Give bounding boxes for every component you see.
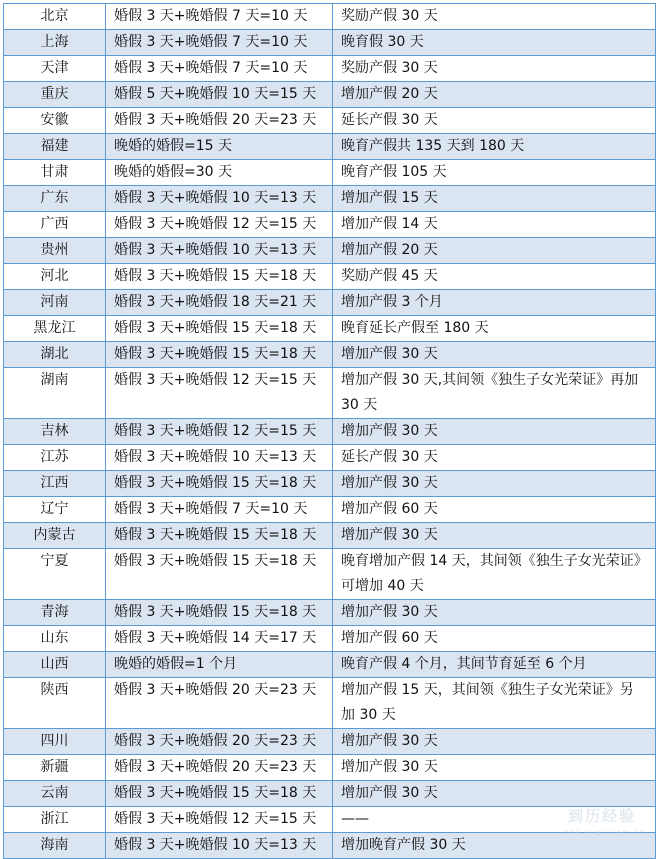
marriage-leave-cell: 婚假 3 天+晚婚假 20 天=23 天	[106, 678, 333, 729]
maternity-leave-cell: 增加产假 30 天	[333, 471, 656, 497]
table-row	[4, 781, 656, 807]
marriage-leave-cell: 婚假 3 天+晚婚假 20 天=23 天	[106, 729, 333, 755]
region-cell: 江西	[4, 471, 106, 497]
region-cell: 河北	[4, 264, 106, 290]
marriage-leave-cell: 婚假 3 天+晚婚假 15 天=18 天	[106, 264, 333, 290]
marriage-leave-cell: 婚假 3 天+晚婚假 10 天=13 天	[106, 238, 333, 264]
maternity-leave-cell: 晚育增加产假 14 天，其间领《独生子女光荣证》可增加 40 天	[333, 549, 656, 600]
region-cell: 湖北	[4, 342, 106, 368]
maternity-leave-cell: 增加产假 30 天	[333, 600, 656, 626]
maternity-leave-cell: 晚育产假共 135 天到 180 天	[333, 134, 656, 160]
region-cell: 重庆	[4, 82, 106, 108]
table-row	[4, 445, 656, 471]
region-cell: 河南	[4, 290, 106, 316]
maternity-leave-cell: 增加产假 30 天,其间领《独生子女光荣证》再加 30 天	[333, 368, 656, 419]
region-cell: 湖南	[4, 368, 106, 419]
region-cell: 黑龙江	[4, 316, 106, 342]
marriage-leave-cell: 婚假 3 天+晚婚假 10 天=13 天	[106, 445, 333, 471]
region-cell: 云南	[4, 781, 106, 807]
watermark-main-text: 到历经验	[567, 807, 636, 825]
table-body	[4, 4, 656, 859]
region-cell: 陕西	[4, 678, 106, 729]
region-cell: 江苏	[4, 445, 106, 471]
table-row	[4, 419, 656, 445]
marriage-leave-cell: 婚假 3 天+晚婚假 10 天=13 天	[106, 186, 333, 212]
table-row	[4, 729, 656, 755]
table-row	[4, 807, 656, 833]
marriage-leave-cell: 婚假 3 天+晚婚假 12 天=15 天	[106, 368, 333, 419]
maternity-leave-cell: 增加产假 60 天	[333, 626, 656, 652]
marriage-leave-cell: 婚假 3 天+晚婚假 15 天=18 天	[106, 600, 333, 626]
maternity-leave-cell: 增加产假 30 天	[333, 729, 656, 755]
marriage-leave-cell: 晚婚的婚假=1 个月	[106, 652, 333, 678]
marriage-leave-cell: 婚假 3 天+晚婚假 12 天=15 天	[106, 212, 333, 238]
maternity-leave-cell: 奖励产假 30 天	[333, 4, 656, 30]
maternity-leave-cell: 增加产假 3 个月	[333, 290, 656, 316]
table-row	[4, 600, 656, 626]
maternity-leave-cell: 增加产假 14 天	[333, 212, 656, 238]
region-cell: 浙江	[4, 807, 106, 833]
marriage-leave-cell: 婚假 3 天+晚婚假 7 天=10 天	[106, 497, 333, 523]
marriage-leave-cell: 婚假 3 天+晚婚假 7 天=10 天	[106, 4, 333, 30]
region-cell: 宁夏	[4, 549, 106, 600]
marriage-leave-cell: 婚假 3 天+晚婚假 15 天=18 天	[106, 471, 333, 497]
leave-policy-table	[3, 3, 656, 859]
maternity-leave-cell: 奖励产假 45 天	[333, 264, 656, 290]
maternity-leave-cell: 增加产假 60 天	[333, 497, 656, 523]
marriage-leave-cell: 婚假 3 天+晚婚假 7 天=10 天	[106, 56, 333, 82]
maternity-leave-cell: 增加产假 20 天	[333, 238, 656, 264]
maternity-leave-cell: ——	[333, 807, 656, 833]
table-row	[4, 755, 656, 781]
marriage-leave-cell: 晚婚的婚假=30 天	[106, 160, 333, 186]
marriage-leave-cell: 婚假 3 天+晚婚假 14 天=17 天	[106, 626, 333, 652]
region-cell: 甘肃	[4, 160, 106, 186]
maternity-leave-cell: 晚育延长产假至 180 天	[333, 316, 656, 342]
region-cell: 辽宁	[4, 497, 106, 523]
maternity-leave-cell: 增加产假 20 天	[333, 82, 656, 108]
region-cell: 吉林	[4, 419, 106, 445]
region-cell: 福建	[4, 134, 106, 160]
maternity-leave-cell: 增加产假 15 天	[333, 186, 656, 212]
marriage-leave-cell: 婚假 3 天+晚婚假 7 天=10 天	[106, 30, 333, 56]
region-cell: 安徽	[4, 108, 106, 134]
table-row	[4, 497, 656, 523]
table-row	[4, 30, 656, 56]
maternity-leave-cell: 晚育产假 4 个月，其间节育延至 6 个月	[333, 652, 656, 678]
region-cell: 上海	[4, 30, 106, 56]
region-cell: 四川	[4, 729, 106, 755]
marriage-leave-cell: 婚假 3 天+晚婚假 10 天=13 天	[106, 833, 333, 859]
marriage-leave-cell: 婚假 3 天+晚婚假 15 天=18 天	[106, 549, 333, 600]
marriage-leave-cell: 婚假 3 天+晚婚假 15 天=18 天	[106, 342, 333, 368]
marriage-leave-cell: 晚婚的婚假=15 天	[106, 134, 333, 160]
table-row	[4, 471, 656, 497]
table-row	[4, 134, 656, 160]
maternity-leave-cell: 晚育假 30 天	[333, 30, 656, 56]
table-row	[4, 342, 656, 368]
marriage-leave-cell: 婚假 3 天+晚婚假 20 天=23 天	[106, 108, 333, 134]
table-row	[4, 108, 656, 134]
table-row	[4, 4, 656, 30]
maternity-leave-cell: 延长产假 30 天	[333, 108, 656, 134]
table-row	[4, 82, 656, 108]
marriage-leave-cell: 婚假 3 天+晚婚假 20 天=23 天	[106, 755, 333, 781]
table-row	[4, 264, 656, 290]
table-row	[4, 212, 656, 238]
marriage-leave-cell: 婚假 3 天+晚婚假 12 天=15 天	[106, 807, 333, 833]
maternity-leave-cell: 延长产假 30 天	[333, 445, 656, 471]
marriage-leave-cell: 婚假 3 天+晚婚假 12 天=15 天	[106, 419, 333, 445]
table-row	[4, 678, 656, 729]
maternity-leave-cell: 增加产假 30 天	[333, 755, 656, 781]
maternity-leave-cell: 奖励产假 30 天	[333, 56, 656, 82]
maternity-leave-cell: 增加产假 30 天	[333, 781, 656, 807]
table-row	[4, 238, 656, 264]
region-cell: 山东	[4, 626, 106, 652]
table-row	[4, 626, 656, 652]
maternity-leave-cell: 增加产假 30 天	[333, 523, 656, 549]
region-cell: 广西	[4, 212, 106, 238]
region-cell: 内蒙古	[4, 523, 106, 549]
table-row	[4, 290, 656, 316]
region-cell: 海南	[4, 833, 106, 859]
table-row	[4, 833, 656, 859]
marriage-leave-cell: 婚假 3 天+晚婚假 18 天=21 天	[106, 290, 333, 316]
region-cell: 广东	[4, 186, 106, 212]
region-cell: 山西	[4, 652, 106, 678]
table-row	[4, 523, 656, 549]
table-row	[4, 316, 656, 342]
watermark-sub-text: pbs.yiwu.com.cn	[563, 828, 646, 837]
table-row	[4, 186, 656, 212]
table-row	[4, 549, 656, 600]
table-row	[4, 652, 656, 678]
maternity-leave-cell: 增加产假 30 天	[333, 419, 656, 445]
maternity-leave-cell: 增加晚育产假 30 天	[333, 833, 656, 859]
table-row	[4, 160, 656, 186]
marriage-leave-cell: 婚假 5 天+晚婚假 10 天=15 天	[106, 82, 333, 108]
region-cell: 新疆	[4, 755, 106, 781]
marriage-leave-cell: 婚假 3 天+晚婚假 15 天=18 天	[106, 781, 333, 807]
region-cell: 天津	[4, 56, 106, 82]
maternity-leave-cell: 增加产假 15 天，其间领《独生子女光荣证》另加 30 天	[333, 678, 656, 729]
marriage-leave-cell: 婚假 3 天+晚婚假 15 天=18 天	[106, 316, 333, 342]
marriage-leave-cell: 婚假 3 天+晚婚假 15 天=18 天	[106, 523, 333, 549]
table-row	[4, 368, 656, 419]
region-cell: 青海	[4, 600, 106, 626]
region-cell: 北京	[4, 4, 106, 30]
table-row	[4, 56, 656, 82]
region-cell: 贵州	[4, 238, 106, 264]
maternity-leave-cell: 增加产假 30 天	[333, 342, 656, 368]
maternity-leave-cell: 晚育产假 105 天	[333, 160, 656, 186]
